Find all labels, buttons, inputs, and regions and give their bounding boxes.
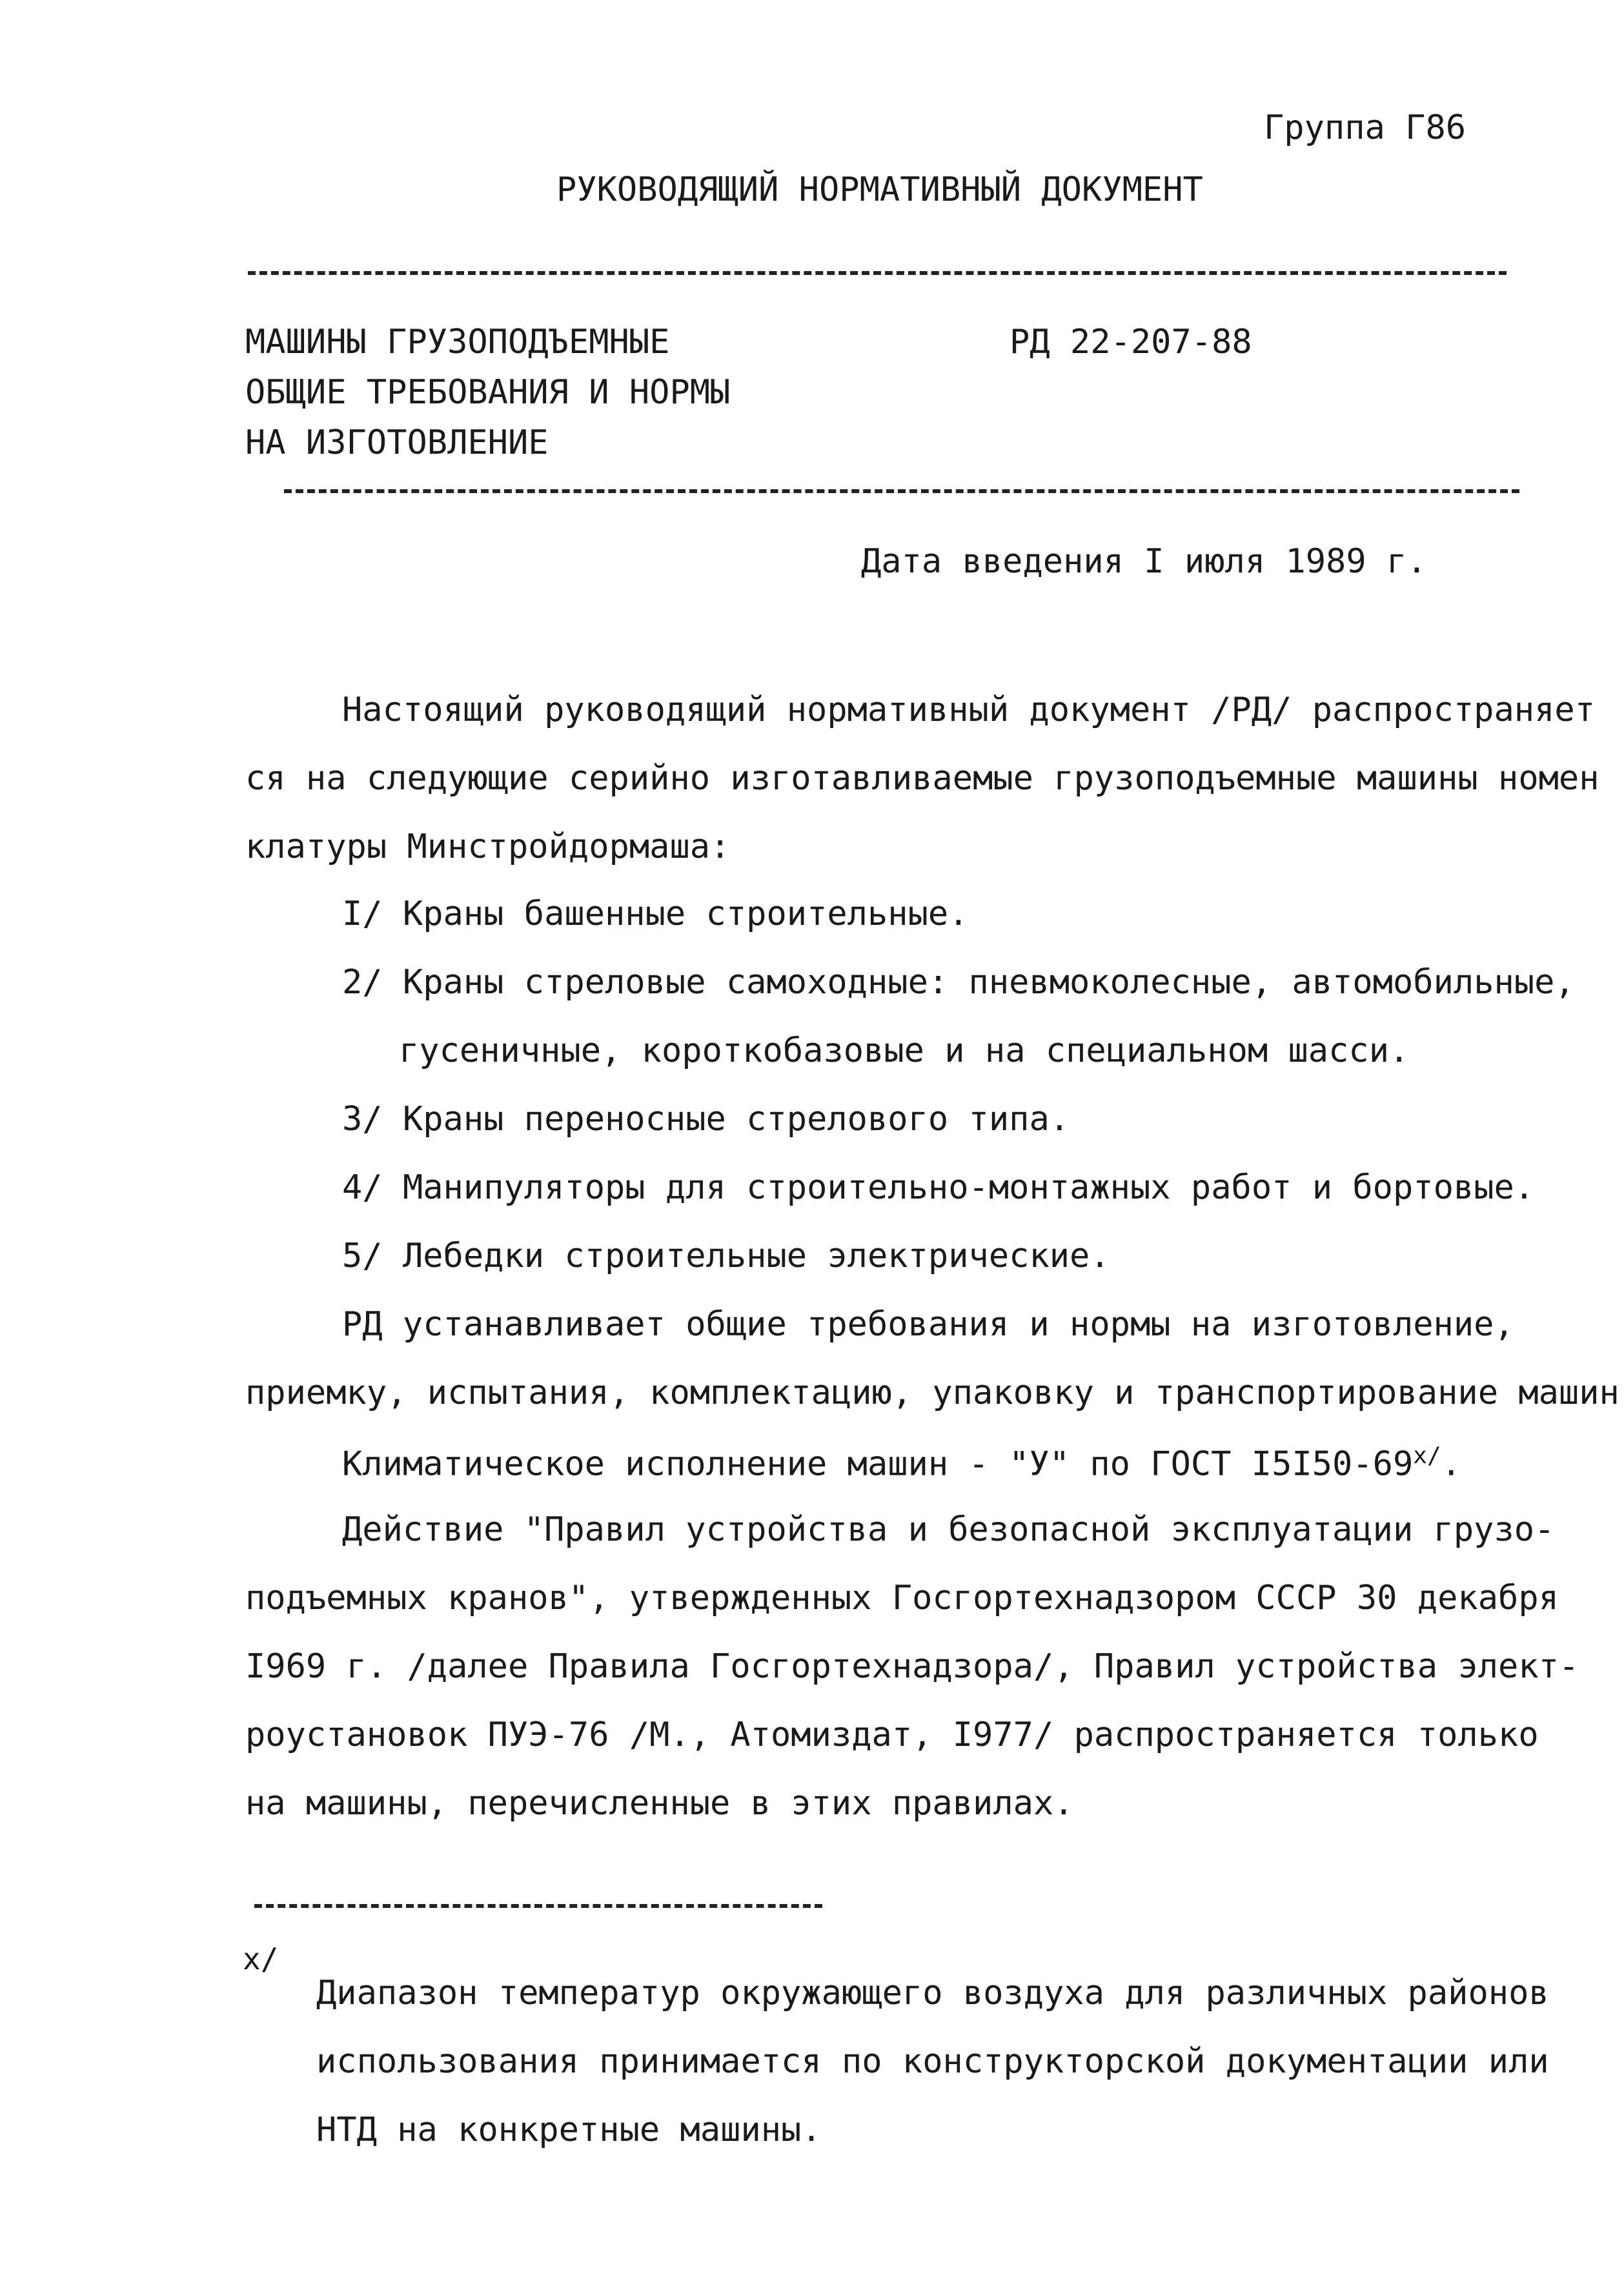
title-line-1: МАШИНЫ ГРУЗОПОДЪЕМНЫЕ	[245, 323, 670, 361]
list-item-number: 5/	[342, 1237, 383, 1275]
footnote-line-1: Диапазон температур окружающего воздуха для различных районов	[316, 1974, 1549, 2012]
title-line-3: НА ИЗГОТОВЛЕНИЕ	[245, 423, 549, 462]
title-line-2: ОБЩИЕ ТРЕБОВАНИЯ И НОРМЫ	[245, 373, 731, 412]
rules-line-5: на машины, перечисленные в этих правилах.	[245, 1784, 1074, 1823]
climate-text: Климатическое исполнение машин - "У" по ГОСТ I5I50-69	[342, 1444, 1414, 1484]
title-divider	[284, 489, 1519, 493]
rules-line-2: подъемных кранов", утвержденных Госгортехнадзором СССР 30 декабря	[245, 1579, 1559, 1617]
footnote-mark: х/	[243, 1941, 279, 1976]
list-item-number: 2/	[342, 963, 383, 1002]
list-item	[342, 1168, 1535, 1207]
list-item-text: Манипуляторы для строительно-монтажных работ и бортовые.	[402, 1168, 1535, 1207]
footnote-line-3: НТД на конкретные машины.	[316, 2111, 822, 2149]
document-code: РД 22-207-88	[1010, 323, 1252, 361]
list-item-number: 3/	[342, 1100, 383, 1139]
group-code: Группа Г86	[1264, 108, 1467, 147]
list-item	[342, 1100, 1070, 1139]
intro-line-1: Настоящий руководящий нормативный документ /РД/ распространяет	[342, 691, 1596, 729]
list-item	[342, 963, 1575, 1002]
list-item-continuation: гусеничные, короткобазовые и на специальном шасси.	[399, 1031, 1410, 1070]
intro-line-2: ся на следующие серийно изготавливаемые грузоподъемные машины номен	[245, 759, 1599, 798]
top-divider	[248, 271, 1507, 275]
footnote-line-2: использования принимается по конструкторской документации или	[316, 2042, 1549, 2081]
footnote-reference: х/	[1413, 1443, 1441, 1469]
list-item-text: Краны стреловые самоходные: пневмоколесные, автомобильные,	[402, 963, 1575, 1002]
document-type-heading: РУКОВОДЯЩИЙ НОРМАТИВНЫЙ ДОКУМЕНТ	[556, 170, 1203, 209]
list-item	[342, 897, 969, 931]
footnote-divider	[254, 1904, 822, 1908]
list-item-number: I/	[342, 895, 383, 933]
climate-end: .	[1441, 1444, 1461, 1484]
effective-date: Дата введения I июля 1989 г.	[861, 542, 1427, 581]
rules-line-1: Действие "Правил устройства и безопасной эксплуатации грузо-	[342, 1510, 1555, 1549]
list-item-text: Лебедки строительные электрические.	[402, 1237, 1110, 1275]
list-item-text: Краны башенные строительные.	[402, 895, 969, 933]
scope-line-2: приемку, испытания, комплектацию, упаковку и транспортирование машин	[245, 1373, 1619, 1412]
rules-line-4: роустановок ПУЭ-76 /М., Атомиздат, I977/ распространяется только	[245, 1716, 1539, 1754]
climate-line	[342, 1443, 1461, 1484]
scope-line-1: РД устанавливает общие требования и нормы на изготовление,	[342, 1305, 1514, 1344]
list-item	[342, 1239, 1110, 1273]
list-item-text: Краны переносные стрелового типа.	[402, 1100, 1070, 1139]
list-item-number: 4/	[342, 1168, 383, 1207]
intro-line-3: клатуры Минстройдормаша:	[245, 827, 731, 866]
rules-line-3: I969 г. /далее Правила Госгортехнадзора/, Правил устройства элект-	[245, 1647, 1579, 1686]
